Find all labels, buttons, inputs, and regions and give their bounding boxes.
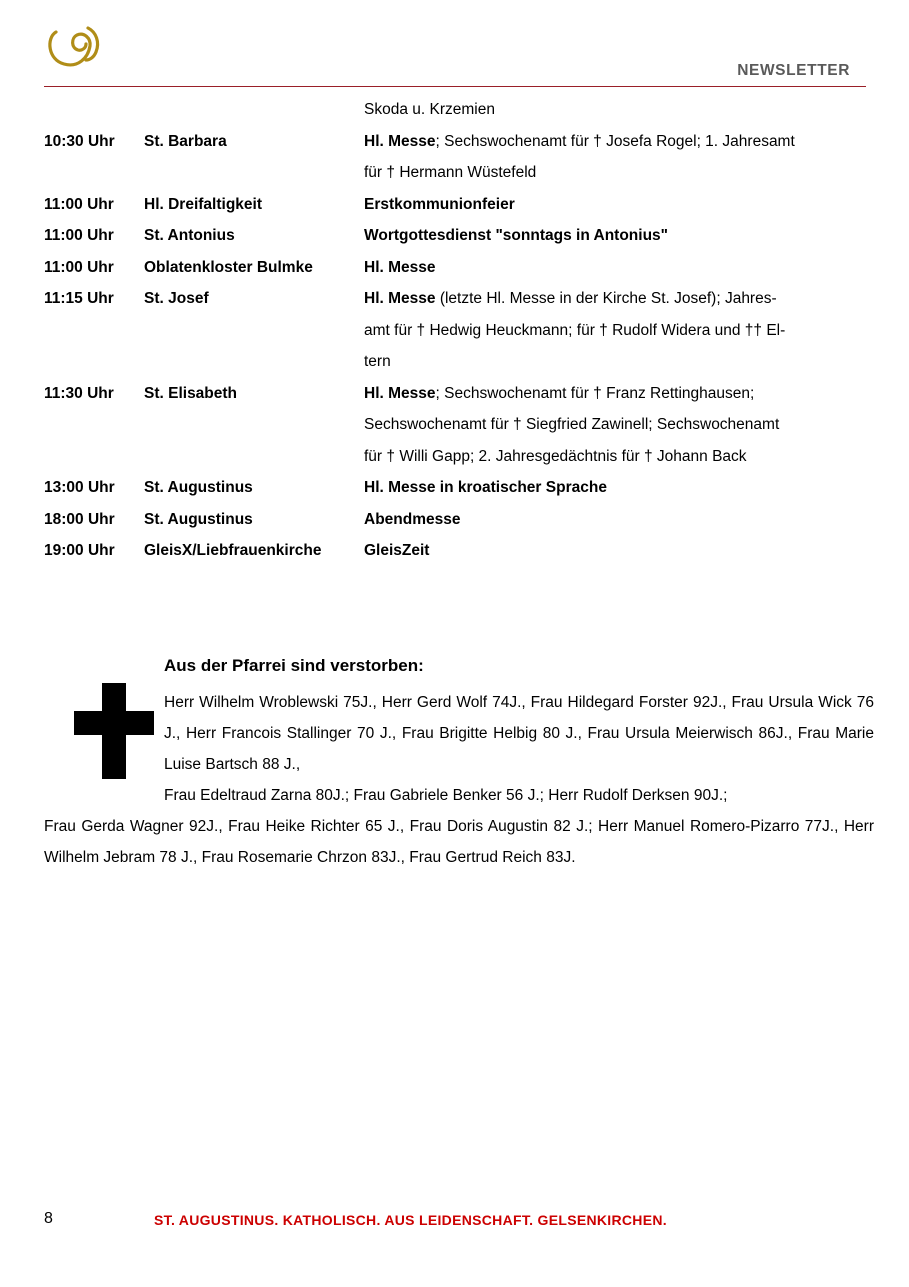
schedule-description-bold: Hl. Messe [364, 132, 436, 150]
schedule-row [44, 283, 874, 315]
schedule-description-bold: Wortgottesdienst "sonntags in Antonius" [364, 227, 669, 244]
schedule-place: St. Augustinus [144, 479, 253, 496]
deceased-heading: Aus der Pfarrei sind verstorben: [164, 656, 424, 675]
schedule-place: Hl. Dreifaltigkeit [144, 195, 262, 213]
schedule-orphan-line [44, 94, 874, 126]
schedule-description-bold: Hl. Messe in kroatischer Sprache [364, 479, 607, 496]
schedule-row-continuation [44, 346, 874, 378]
schedule-time: 11:00 Uhr [44, 258, 114, 276]
footer-slogan: ST. AUGUSTINUS. KATHOLISCH. AUS LEIDENSCHAFT. GELSENKIRCHEN. [154, 1212, 667, 1228]
schedule-place: St. Augustinus [144, 510, 253, 528]
schedule-place: St. Elisabeth [144, 384, 238, 402]
schedule-description [364, 189, 874, 221]
schedule-description [364, 283, 874, 315]
schedule-description-bold: Abendmesse [364, 510, 461, 528]
schedule-time: 11:30 Uhr [44, 384, 114, 402]
schedule-description [364, 472, 874, 504]
deceased-names-paragraph-3: Frau Gerda Wagner 92J., Frau Heike Richter 65 J., Frau Doris Augustin 82 J.; Herr Manuel Romero-Pizarro 77J., Herr Wilhelm Jebram 78 J., Frau Rosemarie Chrzon 83J., Frau Gertrud Reich 83J. [44, 818, 874, 866]
schedule-description [364, 535, 874, 567]
schedule-row [44, 252, 874, 284]
schedule-description-rest: ; Sechswochenamt für † Josefa Rogel; 1. Jahresamt [435, 132, 795, 150]
schedule-row [44, 504, 874, 536]
schedule-row-continuation [44, 315, 874, 347]
header-title: NEWSLETTER [737, 62, 850, 79]
schedule-description-bold: Hl. Messe [364, 258, 436, 276]
schedule-description-continued: Sechswochenamt für † Siegfried Zawinell; Sechswochenamt [364, 416, 780, 433]
schedule-description-bold: Erstkommunionfeier [364, 195, 515, 213]
deceased-names-paragraph-1: Herr Wilhelm Wroblewski 75J., Herr Gerd Wolf 74J., Frau Hildegard Forster 92J., Frau Ursula Wick 76 J., Herr Francois Stallinger 70 J., Frau Brigitte Helbig 80 J., Frau Ursula Meierwisch 86J., Frau Marie Luise Bartsch 88 J., [164, 694, 874, 773]
schedule-place: Oblatenkloster Bulmke [144, 258, 313, 276]
schedule-row [44, 378, 874, 410]
schedule-time: 19:00 Uhr [44, 542, 115, 559]
schedule-time: 11:00 Uhr [44, 227, 114, 244]
mass-schedule [44, 94, 874, 567]
deceased-names-paragraph-2: Frau Edeltraud Zarna 80J.; Frau Gabriele Benker 56 J.; Herr Rudolf Derksen 90J.; [164, 787, 728, 804]
schedule-description-continued: für † Willi Gapp; 2. Jahresgedächtnis für † Johann Back [364, 447, 747, 465]
schedule-row-continuation [44, 441, 874, 473]
schedule-row [44, 220, 874, 252]
schedule-description [364, 126, 874, 158]
orphan-text: Skoda u. Krzemien [364, 101, 495, 118]
page-number: 8 [44, 1210, 53, 1227]
schedule-description-continued: amt für † Hedwig Heuckmann; für † Rudolf Widera und †† El- [364, 321, 786, 339]
schedule-description-bold: Hl. Messe [364, 384, 436, 402]
schedule-time: 13:00 Uhr [44, 479, 115, 496]
schedule-time: 10:30 Uhr [44, 132, 115, 150]
schedule-description [364, 504, 874, 536]
schedule-row-continuation [44, 409, 874, 441]
schedule-description-bold: GleisZeit [364, 542, 430, 559]
schedule-row-continuation [44, 157, 874, 189]
schedule-place: St. Barbara [144, 132, 227, 150]
parish-logo-icon [44, 22, 114, 76]
schedule-row [44, 535, 874, 567]
schedule-description [364, 252, 874, 284]
schedule-description-rest: (letzte Hl. Messe in der Kirche St. Josef); Jahres- [435, 290, 777, 307]
schedule-time: 18:00 Uhr [44, 510, 115, 528]
schedule-place: St. Antonius [144, 227, 235, 244]
schedule-description [364, 220, 874, 252]
header-divider [44, 86, 866, 87]
schedule-description-continued: für † Hermann Wüstefeld [364, 164, 537, 181]
schedule-time: 11:15 Uhr [44, 290, 114, 307]
schedule-description [364, 378, 874, 410]
schedule-row [44, 472, 874, 504]
schedule-description-bold: Hl. Messe [364, 290, 436, 307]
schedule-description-continued: tern [364, 353, 391, 370]
schedule-time: 11:00 Uhr [44, 195, 114, 213]
schedule-place: GleisX/Liebfrauenkirche [144, 542, 322, 559]
cross-icon [74, 683, 154, 779]
schedule-description-rest: ; Sechswochenamt für † Franz Rettinghausen; [435, 384, 755, 402]
schedule-row [44, 126, 874, 158]
page-header [44, 22, 866, 84]
schedule-place: St. Josef [144, 290, 209, 307]
page-footer [44, 1210, 874, 1232]
schedule-row [44, 189, 874, 221]
